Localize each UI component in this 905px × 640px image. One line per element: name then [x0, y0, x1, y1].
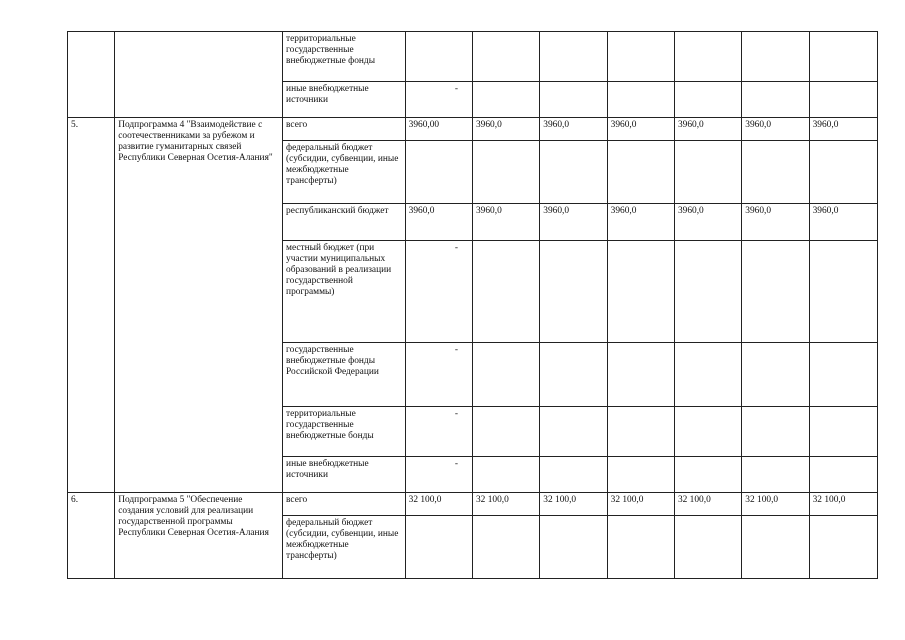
value-cell [607, 407, 674, 457]
value-cell: 3960,0 [809, 204, 877, 241]
value-cell: 32 100,0 [809, 493, 877, 516]
value-cell [674, 516, 741, 579]
value-cell [540, 32, 607, 82]
value-cell [607, 457, 674, 493]
value-cell: 3960,0 [809, 118, 877, 141]
value-cell [607, 241, 674, 343]
value-cell [674, 241, 741, 343]
value-cell [607, 32, 674, 82]
source-label: государственные внебюджетные фонды Российской Федерации [283, 343, 406, 407]
value-cell [607, 516, 674, 579]
value-cell: 3960,0 [540, 118, 607, 141]
value-cell [472, 457, 539, 493]
value-cell: 3960,0 [674, 118, 741, 141]
value-dash: - [405, 241, 472, 343]
value-cell: 3960,0 [674, 204, 741, 241]
value-cell: 3960,0 [607, 118, 674, 141]
value-cell [809, 241, 877, 343]
value-cell [405, 32, 472, 82]
value-cell [809, 343, 877, 407]
value-cell: 3960,0 [607, 204, 674, 241]
value-cell: 32 100,0 [742, 493, 809, 516]
value-cell: 32 100,0 [674, 493, 741, 516]
value-cell [674, 407, 741, 457]
value-cell [742, 343, 809, 407]
value-cell [674, 457, 741, 493]
value-cell: 3960,0 [540, 204, 607, 241]
program-name: Подпрограмма 4 "Взаимодействие с соотечественниками за рубежом и развитие гуманитарных связей Республики Северная Осетия-Алания" [115, 118, 283, 493]
value-cell: 3960,0 [472, 204, 539, 241]
value-dash: - [405, 343, 472, 407]
source-label: территориальные государственные внебюджетные бонды [283, 407, 406, 457]
value-cell [472, 141, 539, 204]
table-row [68, 32, 878, 82]
value-cell [674, 32, 741, 82]
value-cell: 3960,0 [742, 204, 809, 241]
value-cell: 32 100,0 [405, 493, 472, 516]
source-label: всего [283, 118, 406, 141]
source-label: местный бюджет (при участии муниципальных образований в реализации государственной программы) [283, 241, 406, 343]
value-cell [540, 407, 607, 457]
value-cell [674, 343, 741, 407]
value-cell: 32 100,0 [540, 493, 607, 516]
table-row [68, 493, 878, 516]
row-number: 6. [68, 493, 115, 579]
value-cell [540, 516, 607, 579]
value-cell [809, 82, 877, 118]
value-cell [674, 141, 741, 204]
value-cell [809, 141, 877, 204]
source-label: федеральный бюджет (субсидии, субвенции, иные межбюджетные трансферты) [283, 516, 406, 579]
source-label: федеральный бюджет (субсидии, субвенции, иные межбюджетные трансферты) [283, 141, 406, 204]
table-row [68, 118, 878, 141]
value-dash: - [405, 407, 472, 457]
value-cell [742, 516, 809, 579]
value-cell [540, 343, 607, 407]
value-cell [472, 343, 539, 407]
value-cell [607, 141, 674, 204]
value-dash: - [405, 82, 472, 118]
value-cell [742, 241, 809, 343]
value-cell [472, 32, 539, 82]
source-label: республиканский бюджет [283, 204, 406, 241]
value-cell [540, 141, 607, 204]
value-cell [472, 241, 539, 343]
program-name-cell [115, 32, 283, 118]
value-cell [472, 82, 539, 118]
value-cell: 3960,0 [472, 118, 539, 141]
value-cell [607, 82, 674, 118]
value-cell [405, 141, 472, 204]
value-dash: - [405, 457, 472, 493]
value-cell [607, 343, 674, 407]
value-cell [540, 457, 607, 493]
source-label: территориальные государственные внебюджетные фонды [283, 32, 406, 82]
value-cell [742, 141, 809, 204]
value-cell [742, 457, 809, 493]
row-number: 5. [68, 118, 115, 493]
value-cell [472, 407, 539, 457]
value-cell [540, 82, 607, 118]
value-cell [540, 241, 607, 343]
value-cell [742, 82, 809, 118]
value-cell [809, 457, 877, 493]
value-cell [405, 516, 472, 579]
value-cell [674, 82, 741, 118]
value-cell [472, 516, 539, 579]
budget-table [67, 31, 878, 579]
value-cell [809, 516, 877, 579]
value-cell [742, 32, 809, 82]
value-cell [809, 407, 877, 457]
value-cell: 3960,0 [742, 118, 809, 141]
value-cell: 32 100,0 [607, 493, 674, 516]
value-cell [742, 407, 809, 457]
value-cell: 3960,00 [405, 118, 472, 141]
value-cell: 3960,0 [405, 204, 472, 241]
value-cell: 32 100,0 [472, 493, 539, 516]
value-cell [809, 32, 877, 82]
source-label: иные внебюджетные источники [283, 82, 406, 118]
program-name: Подпрограмма 5 "Обеспечение создания условий для реализации государственной программы Республики Северная Осетия-Алания [115, 493, 283, 579]
row-number-cell [68, 32, 115, 118]
source-label: иные внебюджетные источники [283, 457, 406, 493]
source-label: всего [283, 493, 406, 516]
